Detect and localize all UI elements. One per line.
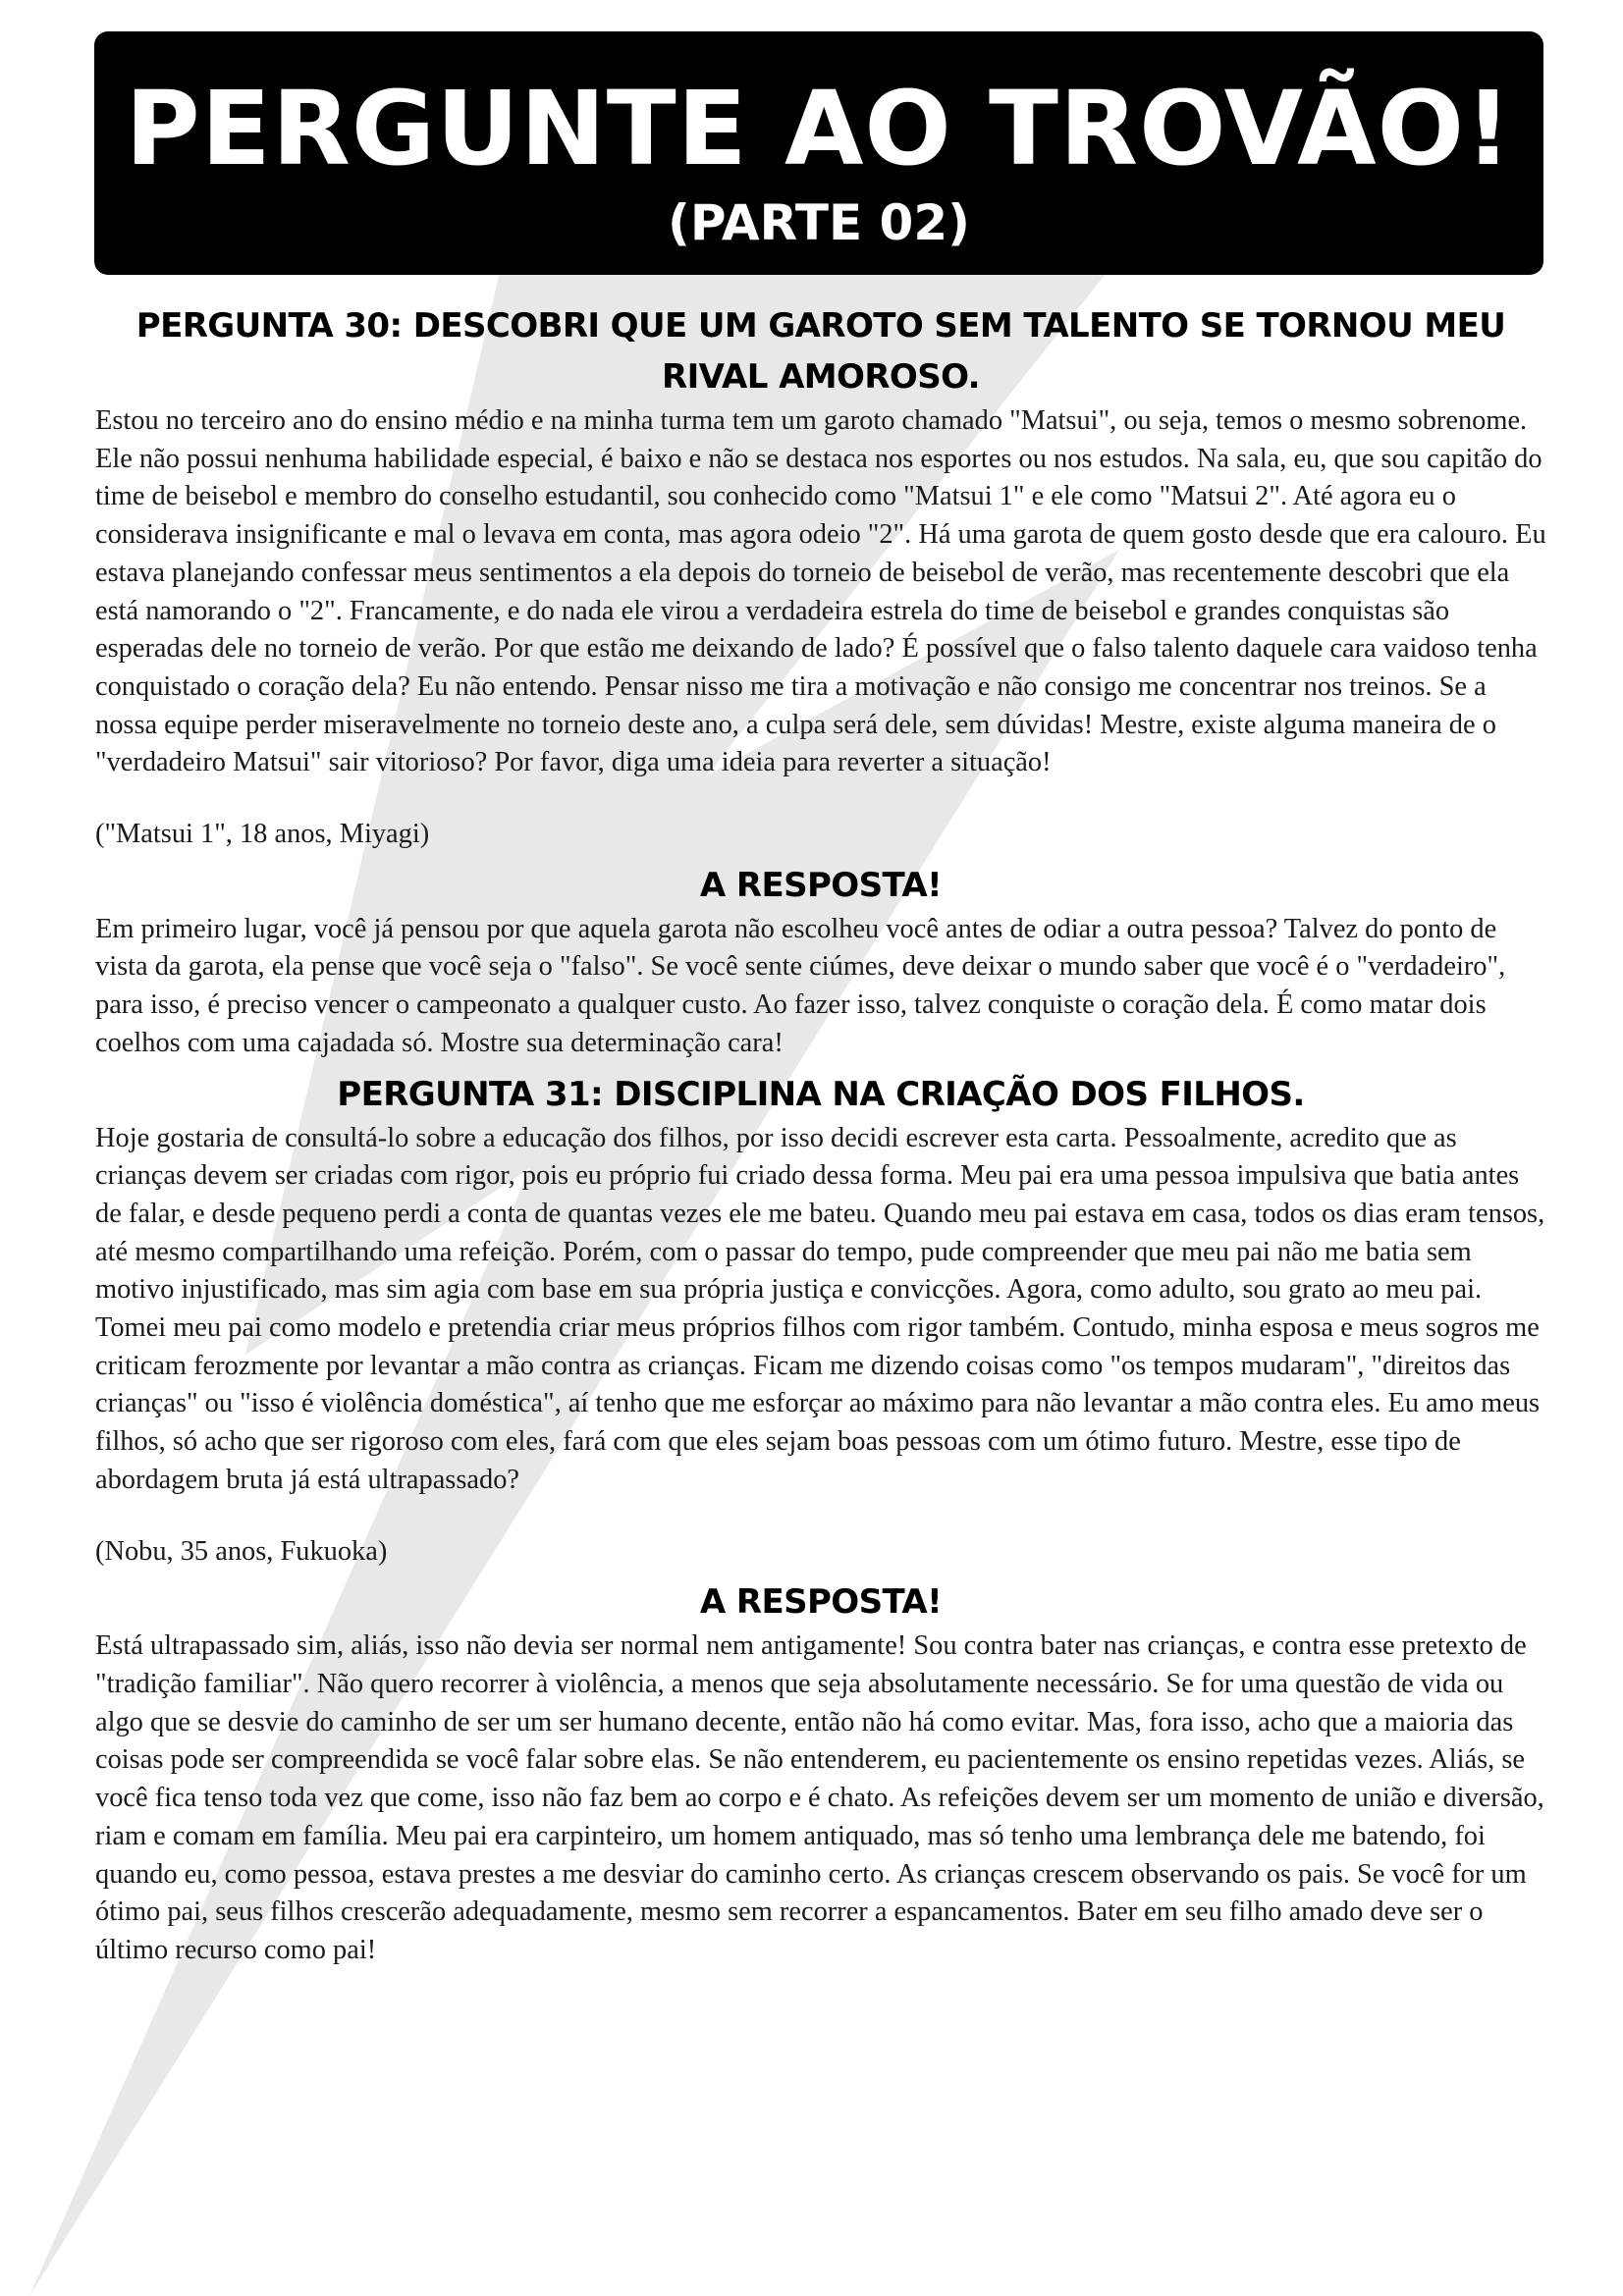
article-content: [95, 285, 1546, 1970]
question-byline: (Nobu, 35 anos, Fukuoka): [95, 1535, 388, 1567]
page-title: PERGUNTE AO TROVÃO!: [125, 69, 1513, 188]
answer-heading: A RESPOSTA!: [699, 865, 943, 905]
question-body: Estou no terceiro ano do ensino médio e na minha turma tem um garoto chamado "Matsui", ou seja, temos o mesmo sobrenome. Ele não possui nenhuma habilidade especial, é baixo e não se destaca nos esportes ou nos estudos. Na sala, eu, que sou capitão do time de beisebol e membro do conselho estudantil, sou conhecido como "Matsui 1" e ele como "Matsui 2". Até agora eu o considerava insignificante e mal o levava em conta, mas agora odeio "2". Há uma garota de quem gosto desde que era calouro. Eu estava planejando confessar meus sentimentos a ela depois do torneio de beisebol de verão, mas recentemente descobri que ela está namorando o "2". Francamente, e do nada ele virou a verdadeira estrela do time de beisebol e grandes conquistas são esperadas dele no torneio de verão. Por que estão me deixando de lado? É possível que o falso talento daquele cara vaidoso tenha conquistado o coração dela? Eu não entendo. Pensar nisso me tira a motivação e não consigo me concentrar nos treinos. Se a nossa equipe perder miseravelmente no torneio deste ano, a culpa será dele, sem dúvidas! Mestre, existe alguma maneira de o "verdadeiro Matsui" sair vitorioso? Por favor, diga uma ideia para reverter a situação!: [95, 405, 1546, 778]
answer-heading: A RESPOSTA!: [699, 1582, 943, 1623]
answer-body: Em primeiro lugar, você já pensou por que aquela garota não escolheu você antes de odiar a outra pessoa? Talvez do ponto de vista da garota, ela pense que você seja o "falso". Se você sente ciúmes, deve deixar o mundo saber que você é o "verdadeiro", para isso, é preciso vencer o campeonato a qualquer custo. Ao fazer isso, talvez conquiste o coração dela. É como matar dois coelhos com uma cajadada só. Mostre sua determinação cara!: [95, 913, 1506, 1058]
question-heading: PERGUNTA 31: DISCIPLINA NA CRIAÇÃO DOS FILHOS.: [337, 1074, 1305, 1114]
question-byline: ("Matsui 1", 18 anos, Miyagi): [95, 819, 430, 850]
page-subtitle: (PARTE 02): [668, 194, 970, 251]
question-31-section: [95, 1069, 1546, 1970]
question-heading: PERGUNTA 30: DESCOBRI QUE UM GAROTO SEM TALENTO SE TORNOU MEU RIVAL AMOROSO.: [135, 306, 1506, 397]
answer-body: Está ultrapassado sim, aliás, isso não devia ser normal nem antigamente! Sou contra bater nas crianças, e contra esse pretexto de "tradição familiar". Não quero recorrer à violência, a menos que seja absolutamente necessário. Se for uma questão de vida ou algo que se desvie do caminho de ser um ser humano decente, então não há como evitar. Mas, fora isso, acho que a maioria das coisas pode ser compreendida se você falar sobre elas. Se não entenderem, eu pacientemente os ensino repetidas vezes. Aliás, se você fica tenso toda vez que come, isso não faz bem ao corpo e é chato. As refeições devem ser um momento de união e diversão, riam e comam em família. Meu pai era carpinteiro, um homem antiquado, mas só tenho uma lembrança dele me batendo, foi quando eu, como pessoa, estava prestes a me desviar do caminho certo. As crianças crescem observando os pais. Se você for um ótimo pai, seus filhos crescerão adequadamente, mesmo sem recorrer a espancamentos. Bater em seu filho amado deve ser o último recurso como pai!: [95, 1630, 1544, 1965]
question-30-section: [95, 300, 1546, 1063]
title-banner: [94, 31, 1543, 275]
question-body: Hoje gostaria de consultá-lo sobre a educação dos filhos, por isso decidi escrever esta carta. Pessoalmente, acredito que as crianças devem ser criadas com rigor, pois eu próprio fui criado dessa forma. Meu pai era uma pessoa impulsiva que batia antes de falar, e desde pequeno perdi a conta de quantas vezes ele me bateu. Quando meu pai estava em casa, todos os dias eram tensos, até mesmo compartilhando uma refeição. Porém, com o passar do tempo, pude compreender que meu pai não me batia sem motivo injustificado, mas sim agia com base em sua própria justiça e convicções. Agora, como adulto, sou grato ao meu pai. Tomei meu pai como modelo e pretendia criar meus próprios filhos com rigor também. Contudo, minha esposa e meus sogros me criticam ferozmente por levantar a mão contra as crianças. Ficam me dizendo coisas como "os tempos mudaram", "direitos das crianças" ou "isso é violência doméstica", aí tenho que me esforçar ao máximo para não levantar a mão contra eles. Eu amo meus filhos, só acho que ser rigoroso com eles, fará com que eles sejam boas pessoas com um ótimo futuro. Mestre, esse tipo de abordagem bruta já está ultrapassado?: [95, 1122, 1545, 1495]
